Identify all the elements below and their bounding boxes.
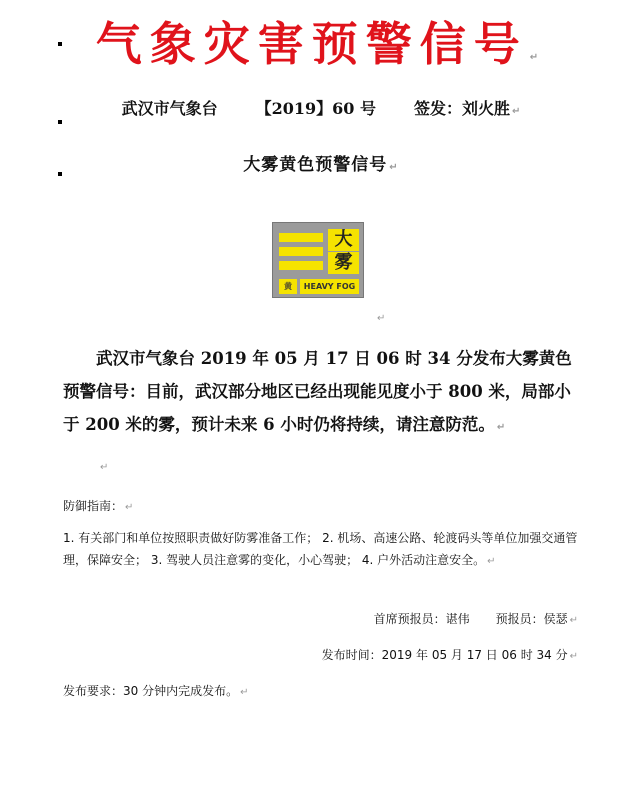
chief-forecaster: 首席预报员：谌伟 [373,612,470,626]
document-title: 气象灾害预警信号 ↵ [95,17,547,71]
defense-guide-title: 防御指南： ↵ [63,499,134,513]
forecaster: 预报员：侯瑟 [495,612,568,626]
release-time: 发布时间：2019 年 05 月 17 日 06 时 34 分 ↵ [321,648,578,662]
signal-bar [279,233,323,242]
signer: 签发：刘火胜 [413,99,510,118]
signal-level-char: 黄 [279,279,297,294]
release-requirement: 发布要求：30 分钟内完成发布。 ↵ [63,684,249,698]
doc-number: 【2019】60 号 [255,99,376,118]
warning-body: 武汉市气象台 2019 年 05 月 17 日 06 时 34 分发布大雾黄色预警信号：目前，武汉部分地区已经出现能见度小于 800 米，局部小于 200 米的雾，预计未来 6 小时仍将持续，请注意防范。 ↵ [63,349,572,434]
signal-bar [279,261,323,270]
issuer: 武汉市气象台 [121,99,218,118]
list-bullet [58,120,62,124]
heavy-fog-yellow-signal-icon [272,222,364,298]
defense-guide-text: 1. 有关部门和单位按照职责做好防雾准备工作； 2. 机场、高速公路、轮渡码头等单位加强交通管理，保障安全； 3. 驾驶人员注意雾的变化，小心驾驶； 4. 户外活动注意安全。 ↵ [63,531,578,567]
signal-english-label: HEAVY FOG [300,279,359,294]
signal-bar [279,247,323,256]
signal-char-top: 大 [328,229,359,251]
forecasters-line: 首席预报员：谌伟 预报员：侯瑟 ↵ [373,612,578,626]
paragraph-mark: ↵ [377,313,386,324]
signal-char-bottom: 雾 [328,252,359,274]
signal-subtitle: 大雾黄色预警信号 ↵ [243,155,399,175]
paragraph-mark: ↵ [100,462,109,473]
document-header: 武汉市气象台 【2019】60 号 签发：刘火胜 ↵ [121,99,521,118]
